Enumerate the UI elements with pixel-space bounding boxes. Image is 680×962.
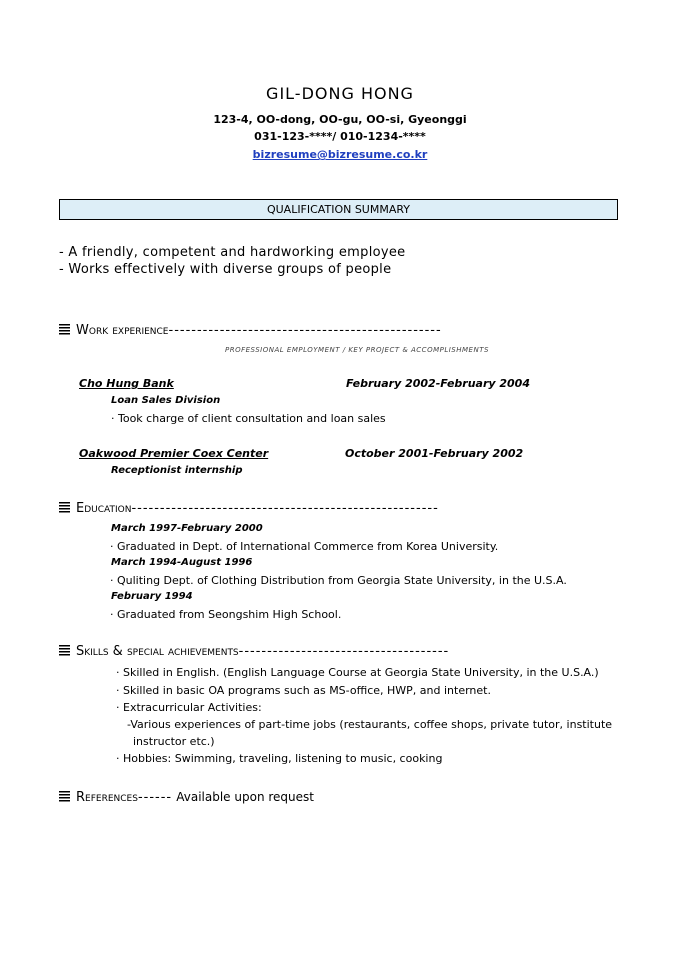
section-title: Work experience <box>76 323 169 338</box>
skill-item: · Hobbies: Swimming, traveling, listening to music, cooking <box>116 752 443 765</box>
qualification-item: - A friendly, competent and hardworking employee <box>59 245 406 260</box>
qualification-summary-header: QUALIFICATION SUMMARY <box>59 199 618 220</box>
section-title: Education <box>76 501 132 516</box>
phone-line: 031-123-****/ 010-1234-**** <box>254 130 426 143</box>
section-list-icon <box>59 502 70 513</box>
employment-dates: February 2002-February 2004 <box>346 377 530 390</box>
section-dashes: ------------------------------------------------ <box>168 323 442 338</box>
email-line <box>0 148 680 161</box>
section-dashes: ------ <box>137 790 173 805</box>
skill-item: · Skilled in basic OA programs such as MS-office, HWP, and internet. <box>116 684 491 697</box>
education-dates: February 1994 <box>111 591 193 602</box>
section-dashes: ------------------------------------------------------ <box>131 501 439 516</box>
education-dates: March 1997-February 2000 <box>111 523 263 534</box>
section-title: References <box>76 790 138 805</box>
skill-item: · Skilled in English. (English Language Course at Georgia State University, in the U.S.A.) <box>116 666 599 679</box>
skill-subitem-continued: instructor etc.) <box>133 735 215 748</box>
references-text: Available upon request <box>176 790 314 804</box>
email-link[interactable]: bizresume@bizresume.co.kr <box>252 148 428 161</box>
education-dates: March 1994-August 1996 <box>111 557 253 568</box>
address-line: 123-4, OO-dong, OO-gu, OO-si, Gyeonggi <box>213 113 467 126</box>
skill-item: · Extracurricular Activities: <box>116 701 262 714</box>
qualification-item: - Works effectively with diverse groups of people <box>59 262 392 277</box>
job-role: Receptionist internship <box>111 465 243 476</box>
company-name: Oakwood Premier Coex Center <box>79 447 269 460</box>
section-list-icon <box>59 791 70 802</box>
section-title: Skills & special achievements <box>76 644 239 659</box>
employment-dates: October 2001-February 2002 <box>345 447 524 460</box>
education-detail: · Graduated from Seongshim High School. <box>110 608 342 621</box>
skill-subitem: -Various experiences of part-time jobs (restaurants, coffee shops, private tutor, institute <box>127 718 613 731</box>
section-list-icon <box>59 645 70 656</box>
job-detail: · Took charge of client consultation and loan sales <box>111 412 386 425</box>
work-caption: PROFESSIONAL EMPLOYMENT / KEY PROJECT & ACCOMPLISHMENTS <box>225 346 489 354</box>
education-heading <box>59 501 439 516</box>
work-experience-heading <box>59 323 442 338</box>
education-detail: · Quliting Dept. of Clothing Distribution from Georgia State University, in the U.S.A. <box>110 574 567 587</box>
applicant-name: GIL-DONG HONG <box>266 84 414 103</box>
references-heading <box>59 790 314 805</box>
section-dashes: ------------------------------------- <box>238 644 450 659</box>
section-list-icon <box>59 324 70 335</box>
company-name: Cho Hung Bank <box>79 377 174 390</box>
education-detail: · Graduated in Dept. of International Commerce from Korea University. <box>110 540 499 553</box>
job-role: Loan Sales Division <box>111 395 221 406</box>
skills-heading <box>59 644 449 659</box>
